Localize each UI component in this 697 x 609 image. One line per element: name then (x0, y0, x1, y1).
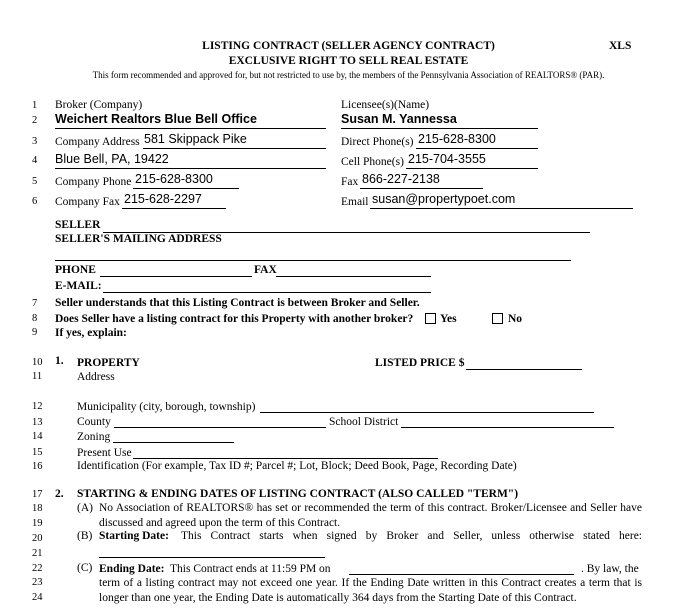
line-number: 2 (32, 115, 38, 126)
licensee-fax-field[interactable]: 866-227-2138 (362, 172, 440, 186)
field-underline (370, 208, 633, 209)
line-number: 23 (32, 577, 43, 588)
field-underline (133, 188, 239, 189)
listed-price-field[interactable] (466, 369, 582, 370)
ending-date-tail: . By law, the (581, 563, 639, 575)
identification-label: Identification (For example, Tax ID #; Parcel #; Lot, Block; Deed Book, Page, Recording Date) (77, 460, 517, 472)
form-title: LISTING CONTRACT (SELLER AGENCY CONTRACT) (202, 40, 495, 52)
company-phone-field[interactable]: 215-628-8300 (135, 172, 213, 186)
ending-date-text: This Contract ends at 11:59 PM on (170, 563, 331, 575)
email-field[interactable]: susan@propertypoet.com (372, 192, 516, 206)
clause-a-label: (A) (77, 502, 93, 514)
form-subtitle: EXCLUSIVE RIGHT TO SELL REAL ESTATE (228, 55, 469, 67)
zoning-label: Zoning (77, 431, 111, 443)
section-1-number: 1. (55, 355, 64, 367)
line-number: 24 (32, 592, 43, 603)
clause-b-label: (B) (77, 530, 93, 542)
clause-c-label: (C) (77, 562, 93, 574)
school-district-label: School District (329, 416, 399, 428)
licensee-name-field[interactable]: Susan M. Yannessa (341, 112, 457, 126)
zoning-field[interactable] (113, 442, 234, 443)
field-underline (122, 208, 226, 209)
line-number: 5 (32, 176, 38, 187)
term-heading: STARTING & ENDING DATES OF LISTING CONTRACT (ALSO CALLED "TERM") (77, 488, 519, 500)
field-underline (406, 168, 538, 169)
field-underline (55, 168, 326, 169)
clause-a-text: No Association of REALTORS® has set or recommended the term of this contract. Broker/Licensee and Seller have (99, 502, 642, 514)
no-checkbox[interactable] (492, 313, 503, 324)
seller-mailing-label: SELLER'S MAILING ADDRESS (55, 233, 222, 245)
company-address-field[interactable]: 581 Skippack Pike (144, 132, 247, 146)
company-fax-field[interactable]: 215-628-2297 (124, 192, 202, 206)
seller-phone-label: PHONE (55, 264, 96, 276)
present-use-label: Present Use (77, 447, 132, 459)
no-label: No (508, 313, 523, 325)
line-number: 15 (32, 447, 43, 458)
company-fax-label: Company Fax (55, 196, 120, 208)
line-number: 1 (32, 100, 38, 111)
line-number: 17 (32, 489, 43, 500)
line-number: 14 (32, 431, 43, 442)
section-2-number: 2. (55, 488, 64, 500)
licensee-label: Licensee(s)(Name) (341, 99, 430, 111)
listed-price-label: LISTED PRICE $ (375, 357, 465, 369)
school-district-field[interactable] (401, 427, 614, 428)
line-number: 10 (32, 357, 43, 368)
understanding-statement: Seller understands that this Listing Contract is between Broker and Seller. (55, 297, 420, 309)
line-number: 7 (32, 298, 38, 309)
cell-phone-field[interactable]: 215-704-3555 (408, 152, 486, 166)
email-label: Email (341, 196, 369, 208)
starting-date-label: Starting Date: (99, 530, 169, 542)
line-number: 4 (32, 155, 38, 166)
direct-phone-label: Direct Phone(s) (341, 136, 414, 148)
line-number: 21 (32, 548, 43, 559)
line-number: 3 (32, 136, 38, 147)
ending-date-label: Ending Date: (99, 563, 165, 575)
line-number: 13 (32, 417, 43, 428)
field-underline (416, 148, 538, 149)
explain-label: If yes, explain: (55, 327, 127, 339)
line-number: 22 (32, 563, 43, 574)
direct-phone-field[interactable]: 215-628-8300 (418, 132, 496, 146)
company-address-line2-field[interactable]: Blue Bell, PA, 19422 (55, 152, 169, 166)
seller-email-field[interactable] (103, 292, 431, 293)
municipality-field[interactable] (260, 412, 594, 413)
company-address-label: Company Address (55, 136, 140, 148)
line-number: 20 (32, 533, 43, 544)
line-number: 16 (32, 461, 43, 472)
field-underline (341, 128, 538, 129)
county-field[interactable] (114, 427, 326, 428)
property-heading: PROPERTY (77, 357, 140, 369)
yes-label: Yes (440, 313, 457, 325)
form-code: XLS (609, 40, 632, 52)
line-number: 18 (32, 503, 43, 514)
line-number: 12 (32, 401, 43, 412)
field-underline (360, 188, 483, 189)
seller-fax-label: FAX (254, 264, 277, 276)
cell-phone-label: Cell Phone(s) (341, 156, 404, 168)
starting-date-field[interactable] (99, 557, 325, 558)
seller-phone-field[interactable] (100, 276, 252, 277)
ending-date-field[interactable] (349, 574, 574, 575)
broker-label: Broker (Company) (55, 99, 143, 111)
seller-email-label: E-MAIL: (55, 280, 102, 292)
clause-a-text-cont: discussed and agreed upon the term of this Contract. (99, 517, 341, 529)
field-underline (55, 128, 326, 129)
licensee-fax-label: Fax (341, 176, 359, 188)
line-number: 6 (32, 196, 38, 207)
seller-label: SELLER (55, 219, 101, 231)
approval-note: This form recommended and approved for, but not restricted to use by, the members of the Pennsylvania Association of REALTORS® (PAR). (92, 70, 605, 80)
line-number: 11 (32, 371, 43, 382)
starting-date-text: This Contract starts when signed by Broker and Seller, unless otherwise stated here: (181, 530, 642, 542)
seller-mailing-field[interactable] (55, 260, 571, 261)
line-number: 9 (32, 327, 38, 338)
ending-date-text-cont2: longer than one year, the Ending Date is automatically 364 days from the Starting Date of this Contract. (99, 592, 577, 604)
property-address-label: Address (77, 371, 115, 383)
county-label: County (77, 416, 111, 428)
seller-fax-field[interactable] (276, 276, 431, 277)
municipality-label: Municipality (city, borough, township) (77, 401, 256, 413)
line-number: 8 (32, 313, 38, 324)
field-underline (143, 148, 326, 149)
yes-checkbox[interactable] (425, 313, 436, 324)
broker-name-field[interactable]: Weichert Realtors Blue Bell Office (55, 112, 257, 126)
ending-date-text-cont: term of a listing contract may not exceed one year. If the Ending Date written in this Contract creates a term that is (99, 577, 642, 589)
line-number: 19 (32, 518, 43, 529)
present-use-field[interactable] (133, 458, 438, 459)
company-phone-label: Company Phone (55, 176, 132, 188)
other-broker-question: Does Seller have a listing contract for this Property with another broker? (55, 313, 414, 325)
